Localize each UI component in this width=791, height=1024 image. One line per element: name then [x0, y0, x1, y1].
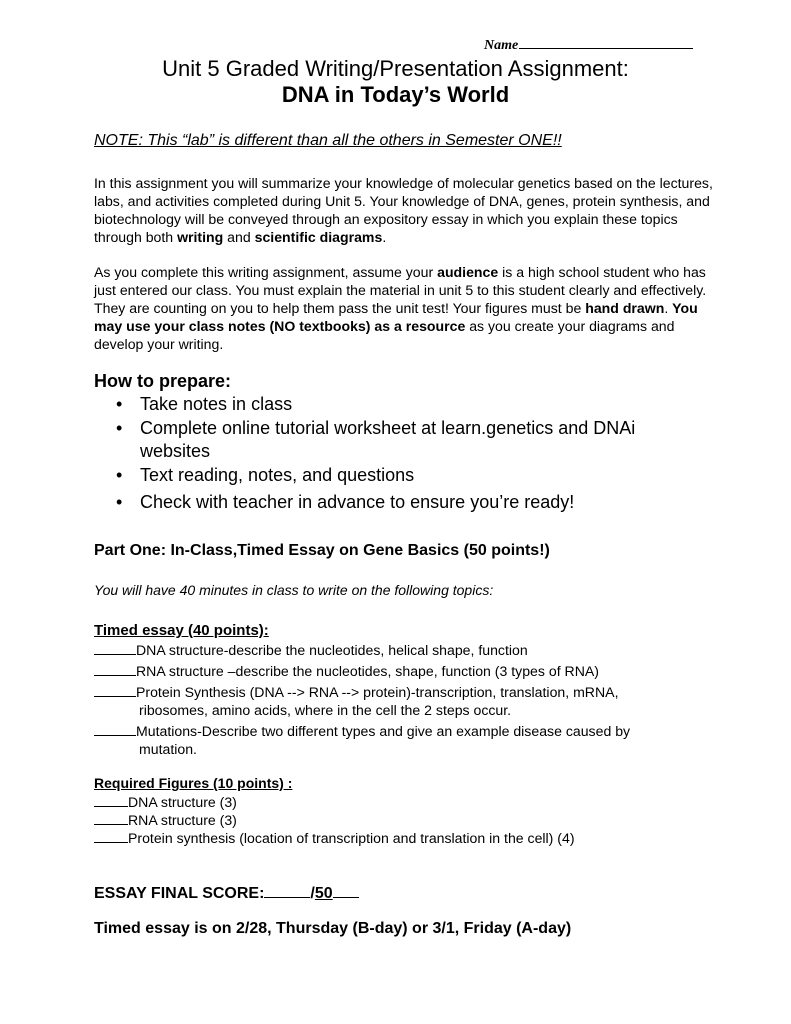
- p1-bold-diagrams: scientific diagrams: [254, 229, 383, 245]
- p1-text-a: In this assignment you will summarize your knowledge of molecular genetics based on the lectures, labs, and activities completed during Unit 5. Your knowledge of DNA, genes, protein synthesis, and biotechnology will be conveyed through an expository essay in which you explain these topics through both: [94, 175, 713, 245]
- p2-bold-notes: You may use your class notes (NO textbooks) as a resource: [94, 300, 698, 334]
- title-line-2: DNA in Today’s World: [281, 82, 510, 107]
- checkbox-blank-line: [94, 793, 128, 807]
- p2-text-a: As you complete this writing assignment, assume your: [94, 264, 438, 280]
- p2-bold-hand-drawn: hand drawn: [585, 300, 665, 316]
- prepare-item: • Take notes in class: [116, 393, 706, 416]
- item-text: Protein Synthesis (DNA --> RNA --> protein)-transcription, translation, mRNA,: [136, 684, 619, 700]
- required-figures-heading: Required Figures (10 points) :: [94, 775, 293, 791]
- item-text-continued: ribosomes, amino acids, where in the cell the 2 steps occur.: [139, 702, 512, 718]
- item-text: RNA structure –describe the nucleotides, shape, function (3 types of RNA): [136, 663, 599, 679]
- score-blank-line: [264, 882, 310, 898]
- prepare-item: • Check with teacher in advance to ensure you’re ready!: [116, 491, 706, 514]
- checkbox-blank-line: [94, 641, 136, 655]
- name-label: Name: [484, 38, 519, 53]
- timed-essay-heading: Timed essay (40 points):: [94, 622, 269, 639]
- prepare-list: [116, 393, 706, 515]
- prepare-item: • Complete online tutorial worksheet at learn.genetics and DNAi websites: [116, 417, 706, 463]
- p1-bold-writing: writing: [177, 229, 224, 245]
- p2-text-c: .: [664, 300, 673, 316]
- item-text: Mutations-Describe two different types and give an example disease caused by: [136, 723, 631, 739]
- timed-essay-list: [94, 641, 714, 761]
- p1-text-b: and: [223, 229, 255, 245]
- title-line-1: Unit 5 Graded Writing/Presentation Assignment:: [162, 56, 629, 81]
- timed-essay-item: [94, 683, 714, 719]
- p2-text-b: is a high school student who has just entered our class. You must explain the material in unit 5 to this student clearly and effectively. They are counting on you to help them pass the unit test! Your figures must be: [94, 264, 707, 316]
- item-text: DNA structure (3): [128, 794, 237, 810]
- part-one-heading: Part One: In-Class,Timed Essay on Gene Basics (50 points!): [94, 542, 550, 559]
- item-text-continued: mutation.: [139, 741, 197, 757]
- prepare-item: • Text reading, notes, and questions: [116, 464, 706, 487]
- essay-date-note: Timed essay is on 2/28, Thursday (B-day) or 3/1, Friday (A-day): [94, 920, 572, 937]
- checkbox-blank-line: [94, 811, 128, 825]
- checkbox-blank-line: [94, 683, 136, 697]
- note-text: NOTE: This “lab” is different than all the others in Semester ONE!!: [94, 132, 562, 149]
- p1-text-c: .: [382, 229, 387, 245]
- score-slash: /: [310, 885, 315, 902]
- required-figures-list: [94, 793, 714, 847]
- score-total: 50: [314, 885, 333, 902]
- figure-item: [94, 811, 714, 829]
- checkbox-blank-line: [94, 829, 128, 843]
- item-text: DNA structure-describe the nucleotides, helical shape, function: [136, 642, 528, 658]
- score-trailing-line: [333, 882, 359, 898]
- timed-essay-item: [94, 722, 714, 758]
- item-text: RNA structure (3): [128, 812, 237, 828]
- prepare-heading: How to prepare:: [94, 371, 232, 391]
- p2-text-d: as you create your diagrams and develop your writing.: [94, 318, 675, 352]
- name-field: [484, 36, 693, 54]
- checkbox-blank-line: [94, 662, 136, 676]
- figure-item: [94, 793, 714, 811]
- timed-essay-item: [94, 641, 714, 659]
- audience-paragraph: [94, 263, 714, 353]
- essay-final-score: [94, 882, 359, 903]
- checkbox-blank-line: [94, 722, 136, 736]
- p2-bold-audience: audience: [437, 264, 499, 280]
- item-text: Protein synthesis (location of transcription and translation in the cell) (4): [128, 830, 575, 846]
- figure-item: [94, 829, 714, 847]
- intro-paragraph: [94, 174, 714, 246]
- part-one-intro: You will have 40 minutes in class to write on the following topics:: [94, 582, 494, 598]
- timed-essay-item: [94, 662, 714, 680]
- name-blank-line: [519, 36, 693, 49]
- final-score-label: ESSAY FINAL SCORE:: [94, 885, 265, 902]
